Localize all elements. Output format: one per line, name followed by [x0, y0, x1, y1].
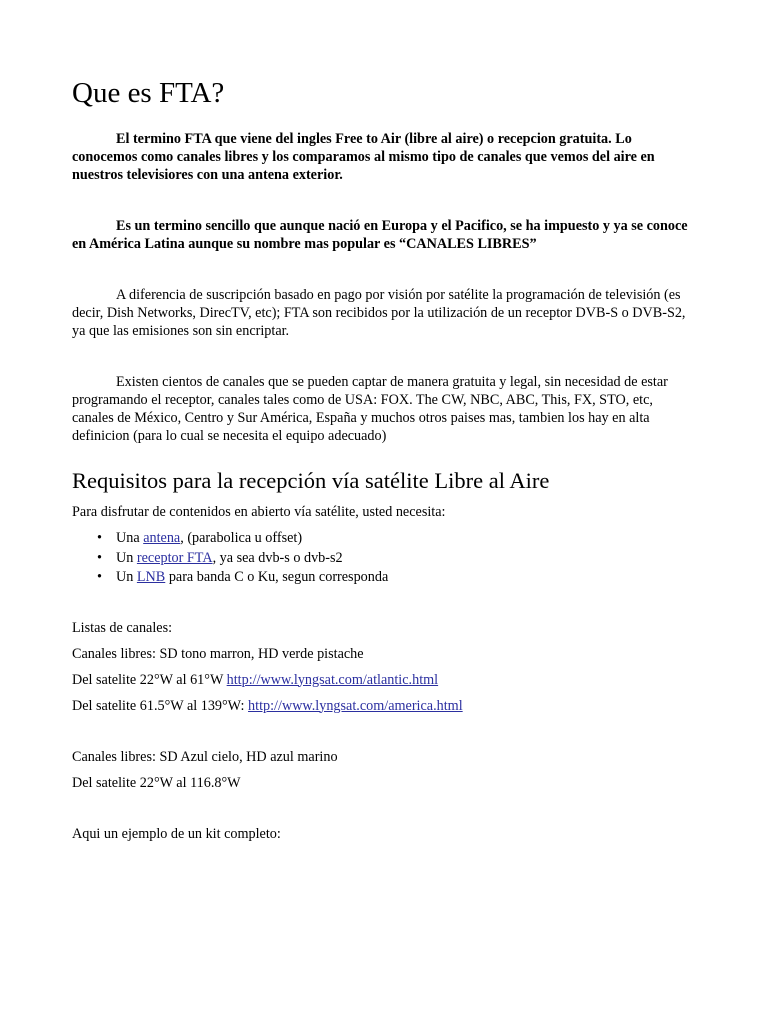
kit-label: Aqui un ejemplo de un kit completo: — [72, 825, 281, 842]
page-title: Que es FTA? — [72, 77, 225, 109]
requirements-list — [72, 529, 698, 588]
group1-line2-text: Del satelite 61.5°W al 139°W: — [72, 697, 249, 714]
listas-label: Listas de canales: — [72, 619, 173, 636]
spacer — [72, 588, 698, 619]
spacer — [72, 723, 698, 748]
paragraph-canales-libres: Es un termino sencillo que aunque nació en Europa y el Pacifico, se ha impuesto y ya se conoce en América Latina aunque su nombre mas popular es “CANALES LIBRES” — [72, 218, 688, 252]
spacer — [72, 445, 698, 467]
lyngsat-america-link[interactable]: http://www.lyngsat.com/america.html — [248, 697, 463, 714]
spacer — [72, 184, 698, 217]
spacer — [72, 800, 698, 825]
spacer — [72, 253, 698, 286]
antena-link[interactable]: antena — [143, 530, 181, 546]
paragraph-fta-definition: El termino FTA que viene del ingles Free to Air (libre al aire) o recepcion gratuita. Lo conocemos como canales libres y los comparamos al mismo tipo de canales que vemos del aire en nuestros televisiores con una antena exterior. — [72, 131, 655, 183]
list-item-prefix: Un — [116, 569, 137, 585]
lyngsat-atlantic-link[interactable]: http://www.lyngsat.com/atlantic.html — [226, 671, 439, 688]
list-item-prefix: Un — [116, 549, 137, 566]
spacer — [72, 340, 698, 373]
list-item-suffix: , (parabolica u offset) — [180, 530, 303, 546]
group1-line1 — [72, 671, 698, 689]
list-item — [97, 568, 698, 588]
list-item-suffix: para banda C o Ku, segun corresponda — [165, 569, 389, 585]
bullet-icon: • — [97, 549, 102, 566]
group2-legend: Canales libres: SD Azul cielo, HD azul marino — [72, 748, 338, 765]
group2-line1: Del satelite 22°W al 116.8°W — [72, 774, 241, 791]
bullet-icon: • — [97, 530, 102, 546]
list-item-suffix: , ya sea dvb-s o dvb-s2 — [212, 549, 343, 566]
list-item — [97, 529, 698, 549]
group1-line2 — [72, 697, 698, 715]
list-item-prefix: Una — [116, 530, 144, 546]
bullet-icon: • — [97, 569, 102, 585]
lnb-link[interactable]: LNB — [136, 569, 166, 585]
requirements-intro: Para disfrutar de contenidos en abierto vía satélite, usted necesita: — [72, 504, 446, 520]
group1-line1-text: Del satelite 22°W al 61°W — [72, 671, 227, 688]
receptor-fta-link[interactable]: receptor FTA — [136, 549, 213, 566]
section-title: Requisitos para la recepción vía satélite Libre al Aire — [72, 468, 550, 493]
paragraph-cientos-canales: Existen cientos de canales que se pueden captar de manera gratuita y legal, sin necesidad de estar programando el receptor, canales tales como de USA: FOX. The CW, NBC, ABC, This, FX, STO, etc, canales de México, Centro y Sur América, España y muchos otros paises mas, tambien los hay en alta definicion (para lo cual se necesita el equipo adecuado) — [72, 374, 668, 444]
list-item — [97, 549, 698, 569]
paragraph-diferencia: A diferencia de suscripción basado en pago por visión por satélite la programación de televisión (es decir, Dish Networks, DirecTV, etc); FTA son recibidos por la utilización de un receptor DVB-S o DVB-S2, ya que las emisiones son sin encriptar. — [72, 287, 686, 339]
group1-legend: Canales libres: SD tono marron, HD verde pistache — [72, 645, 364, 662]
